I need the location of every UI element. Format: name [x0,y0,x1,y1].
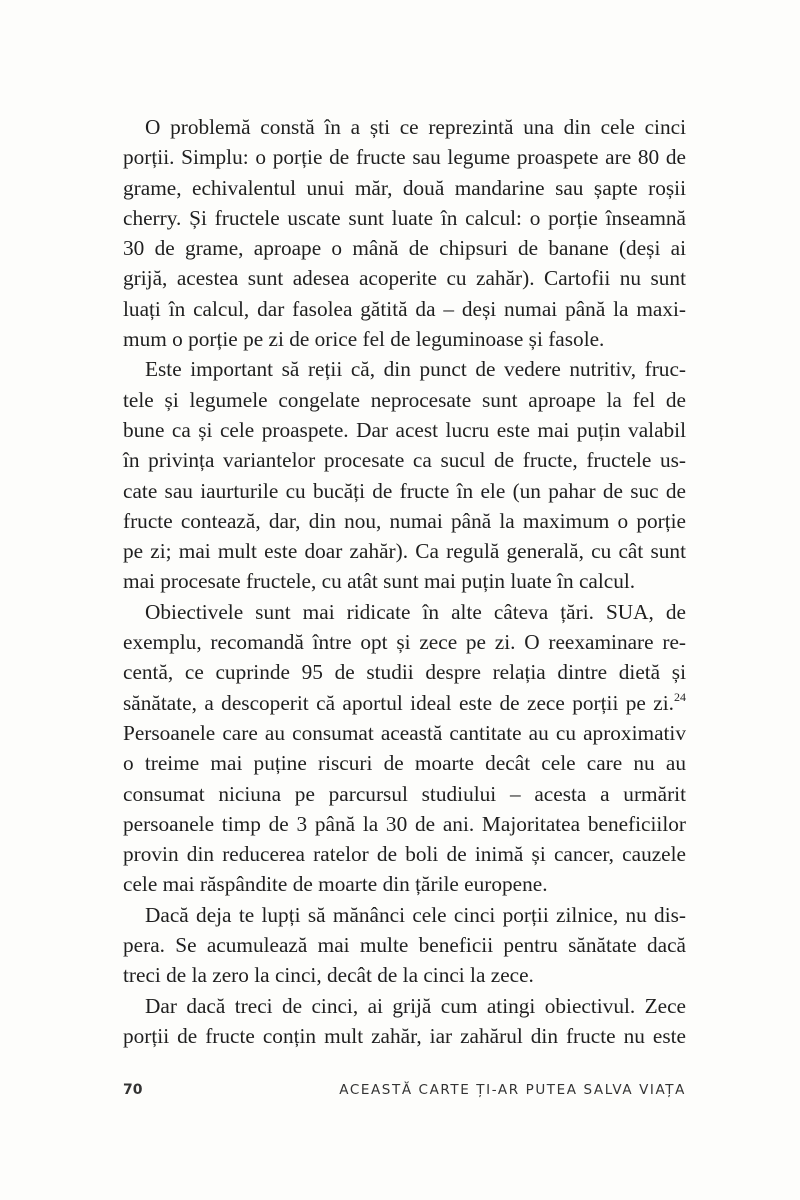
text-line: Persoanele care au consumat această cantitate au cu aproximativ [123,720,686,745]
text-line: provin din reducerea ratelor de boli de inimă și cancer, cauzele [123,842,686,867]
text-line: exemplu, recomandă între opt și zece pe zi. O reexaminare re- [123,630,686,655]
text-line: treci de la zero la cinci, decât de la cinci la zece. [123,963,534,988]
text-line: pe zi; mai mult este doar zahăr). Ca regulă generală, cu cât sunt [123,539,686,564]
text-line: fructe contează, dar, din nou, numai până la maximum o porție [123,508,686,533]
text-line: cele mai răspândite de moarte din țările europene. [123,872,548,897]
text-line: porții. Simplu: o porție de fructe sau legume proaspete are 80 de [123,145,686,170]
footnote-reference[interactable]: 24 [674,689,686,704]
text-line: Este important să reții că, din punct de vedere nutritiv, fruc- [145,357,686,382]
text-line: consumat niciuna pe parcursul studiului – acesta a urmărit [123,781,686,806]
paragraph [123,991,686,1052]
text-line: mum o porție pe zi de orice fel de leguminoase și fasole. [123,327,605,352]
page-footer [123,1082,686,1104]
text-line: luați în calcul, dar fasolea gătită da – deși numai până la maxi- [123,296,686,321]
text-line: porții de fructe conțin mult zahăr, iar zahărul din fructe nu este [123,1023,686,1048]
page-number: 70 [123,1082,143,1098]
paragraph [123,112,686,354]
text-line: mai procesate fructele, cu atât sunt mai puțin luate în calcul. [123,569,636,594]
text-line: cate sau iaurturile cu bucăți de fructe în ele (un pahar de suc de [123,478,686,503]
text-line: grijă, acestea sunt adesea acoperite cu zahăr). Cartofii nu sunt [123,266,686,291]
text-line: O problemă constă în a ști ce reprezintă una din cele cinci [145,115,686,139]
running-title: ACEASTĂ CARTE ȚI-AR PUTEA SALVA VIAȚA [339,1082,686,1098]
text-line: centă, ce cuprinde 95 de studii despre relația dintre dietă și [123,660,686,685]
paragraph [123,354,686,596]
text-line: bune ca și cele proaspete. Dar acest lucru este mai puțin valabil [123,417,686,442]
text-line: persoanele timp de 3 până la 30 de ani. Majoritatea beneficiilor [123,811,686,836]
text-line: 30 de grame, aproape o mână de chipsuri de banane (deși ai [123,236,686,261]
text-line: în privința variantelor procesate ca sucul de fructe, fructele us- [123,448,686,473]
text-line: sănătate, a descoperit că aportul ideal este de zece porții pe zi.$^{24}$ [123,689,686,715]
text-line: Obiectivele sunt mai ridicate în alte câteva țări. SUA, de [145,599,686,624]
text-line: Dacă deja te lupți să mănânci cele cinci porții zilnice, nu dis- [145,902,686,927]
text-line: Dar dacă treci de cinci, ai grijă cum atingi obiectivul. Zece [145,993,686,1018]
text-line: tele și legumele congelate neprocesate sunt aproape la fel de [123,387,686,412]
text-line: grame, echivalentul unui măr, două mandarine sau șapte roșii [123,175,686,200]
paragraph [123,900,686,991]
text-line: o treime mai puține riscuri de moarte decât cele care nu au [123,751,686,776]
text-line: pera. Se acumulează mai multe beneficii pentru sănătate dacă [123,933,686,958]
body-text [123,112,686,1051]
text-line: cherry. Și fructele uscate sunt luate în calcul: o porție înseamnă [123,205,686,230]
paragraph [123,597,686,900]
